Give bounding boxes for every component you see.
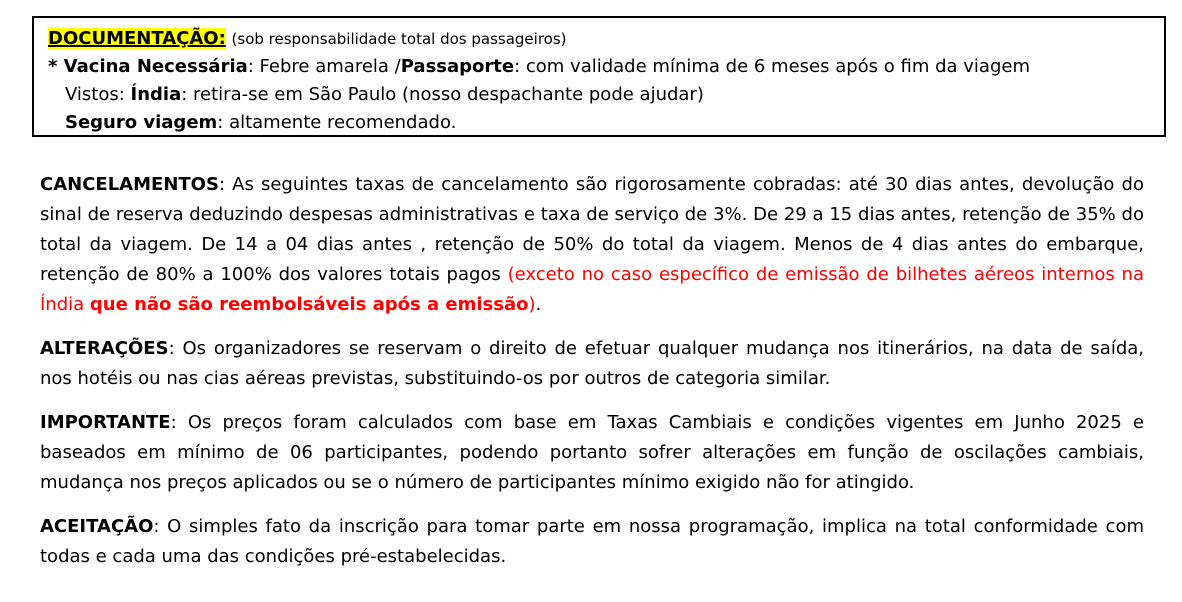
documentation-subnote: (sob responsabilidade total dos passageiros)	[231, 30, 567, 48]
vaccine-value: : Febre amarela /	[247, 56, 401, 77]
insurance-label: Seguro viagem	[65, 112, 218, 133]
acceptance-heading: ACEITAÇÃO	[40, 516, 154, 537]
alterations-body: : Os organizadores se reservam o direito de efetuar qualquer mudança nos itinerários, na data de saída, nos hotéis ou nas cias aéreas previstas, substituindo-os por outros de categoria similar.	[40, 338, 1144, 389]
cancellations-heading: CANCELAMENTOS	[40, 174, 219, 195]
alterations-heading: ALTERAÇÕES	[40, 338, 169, 359]
important-heading: IMPORTANTE	[40, 412, 171, 433]
insurance-value: : altamente recomendado.	[217, 112, 457, 133]
paragraph-cancelamentos	[40, 170, 1144, 320]
india-label: Índia	[130, 84, 182, 105]
cancellations-exception: (exceto no caso específico de emissão de bilhetes aéreos internos na Índia	[40, 264, 1144, 315]
visas-label: Vistos:	[65, 84, 131, 105]
paragraph-importante	[40, 408, 1144, 498]
important-body: : Os preços foram calculados com base em Taxas Cambiais e condições vigentes em Junho 2025 e baseados em mínimo de 06 participantes, podendo portanto sofrer alterações em função de oscilações cambiais, mudança nos preços aplicados ou se o número de participantes mínimo exigido não for atingido.	[40, 412, 1144, 493]
paragraph-aceitacao	[40, 512, 1144, 572]
visas-value: : retira-se em São Paulo (nosso despachante pode ajudar)	[181, 84, 704, 105]
documentation-heading: DOCUMENTAÇÃO:	[48, 28, 226, 49]
cancellations-body: : As seguintes taxas de cancelamento são rigorosamente cobradas: até 30 dias antes, devolução do sinal de reserva deduzindo despesas administrativas e taxa de serviço de 3%. De 29 a 15 dias antes, retenção de 35% do total da viagem. De 14 a 04 dias antes , retenção de 50% do total da viagem. Menos de 4 dias antes do embarque, retenção de 80% a 100% dos valores totais pagos	[40, 174, 1144, 285]
acceptance-body: : O simples fato da inscrição para tomar parte em nossa programação, implica na total conformidade com todas e cada uma das condições pré-estabelecidas.	[40, 516, 1144, 567]
cancellations-exception-close: )	[528, 294, 536, 315]
cancellations-exception-bold: que não são reembolsáveis após a emissão	[89, 294, 529, 315]
documentation-line-vaccine	[48, 53, 1150, 81]
vaccine-label: * Vacina Necessária	[48, 56, 248, 77]
passport-value: : com validade mínima de 6 meses após o fim da viagem	[514, 56, 1030, 77]
cancellations-period: .	[535, 294, 542, 315]
passport-label: Passaporte	[400, 56, 515, 77]
documentation-line-visas	[48, 81, 1150, 109]
terms-section	[40, 170, 1144, 586]
documentation-heading-line	[48, 25, 1150, 53]
documentation-box	[32, 16, 1166, 137]
documentation-line-insurance	[48, 109, 1150, 137]
paragraph-alteracoes	[40, 334, 1144, 394]
